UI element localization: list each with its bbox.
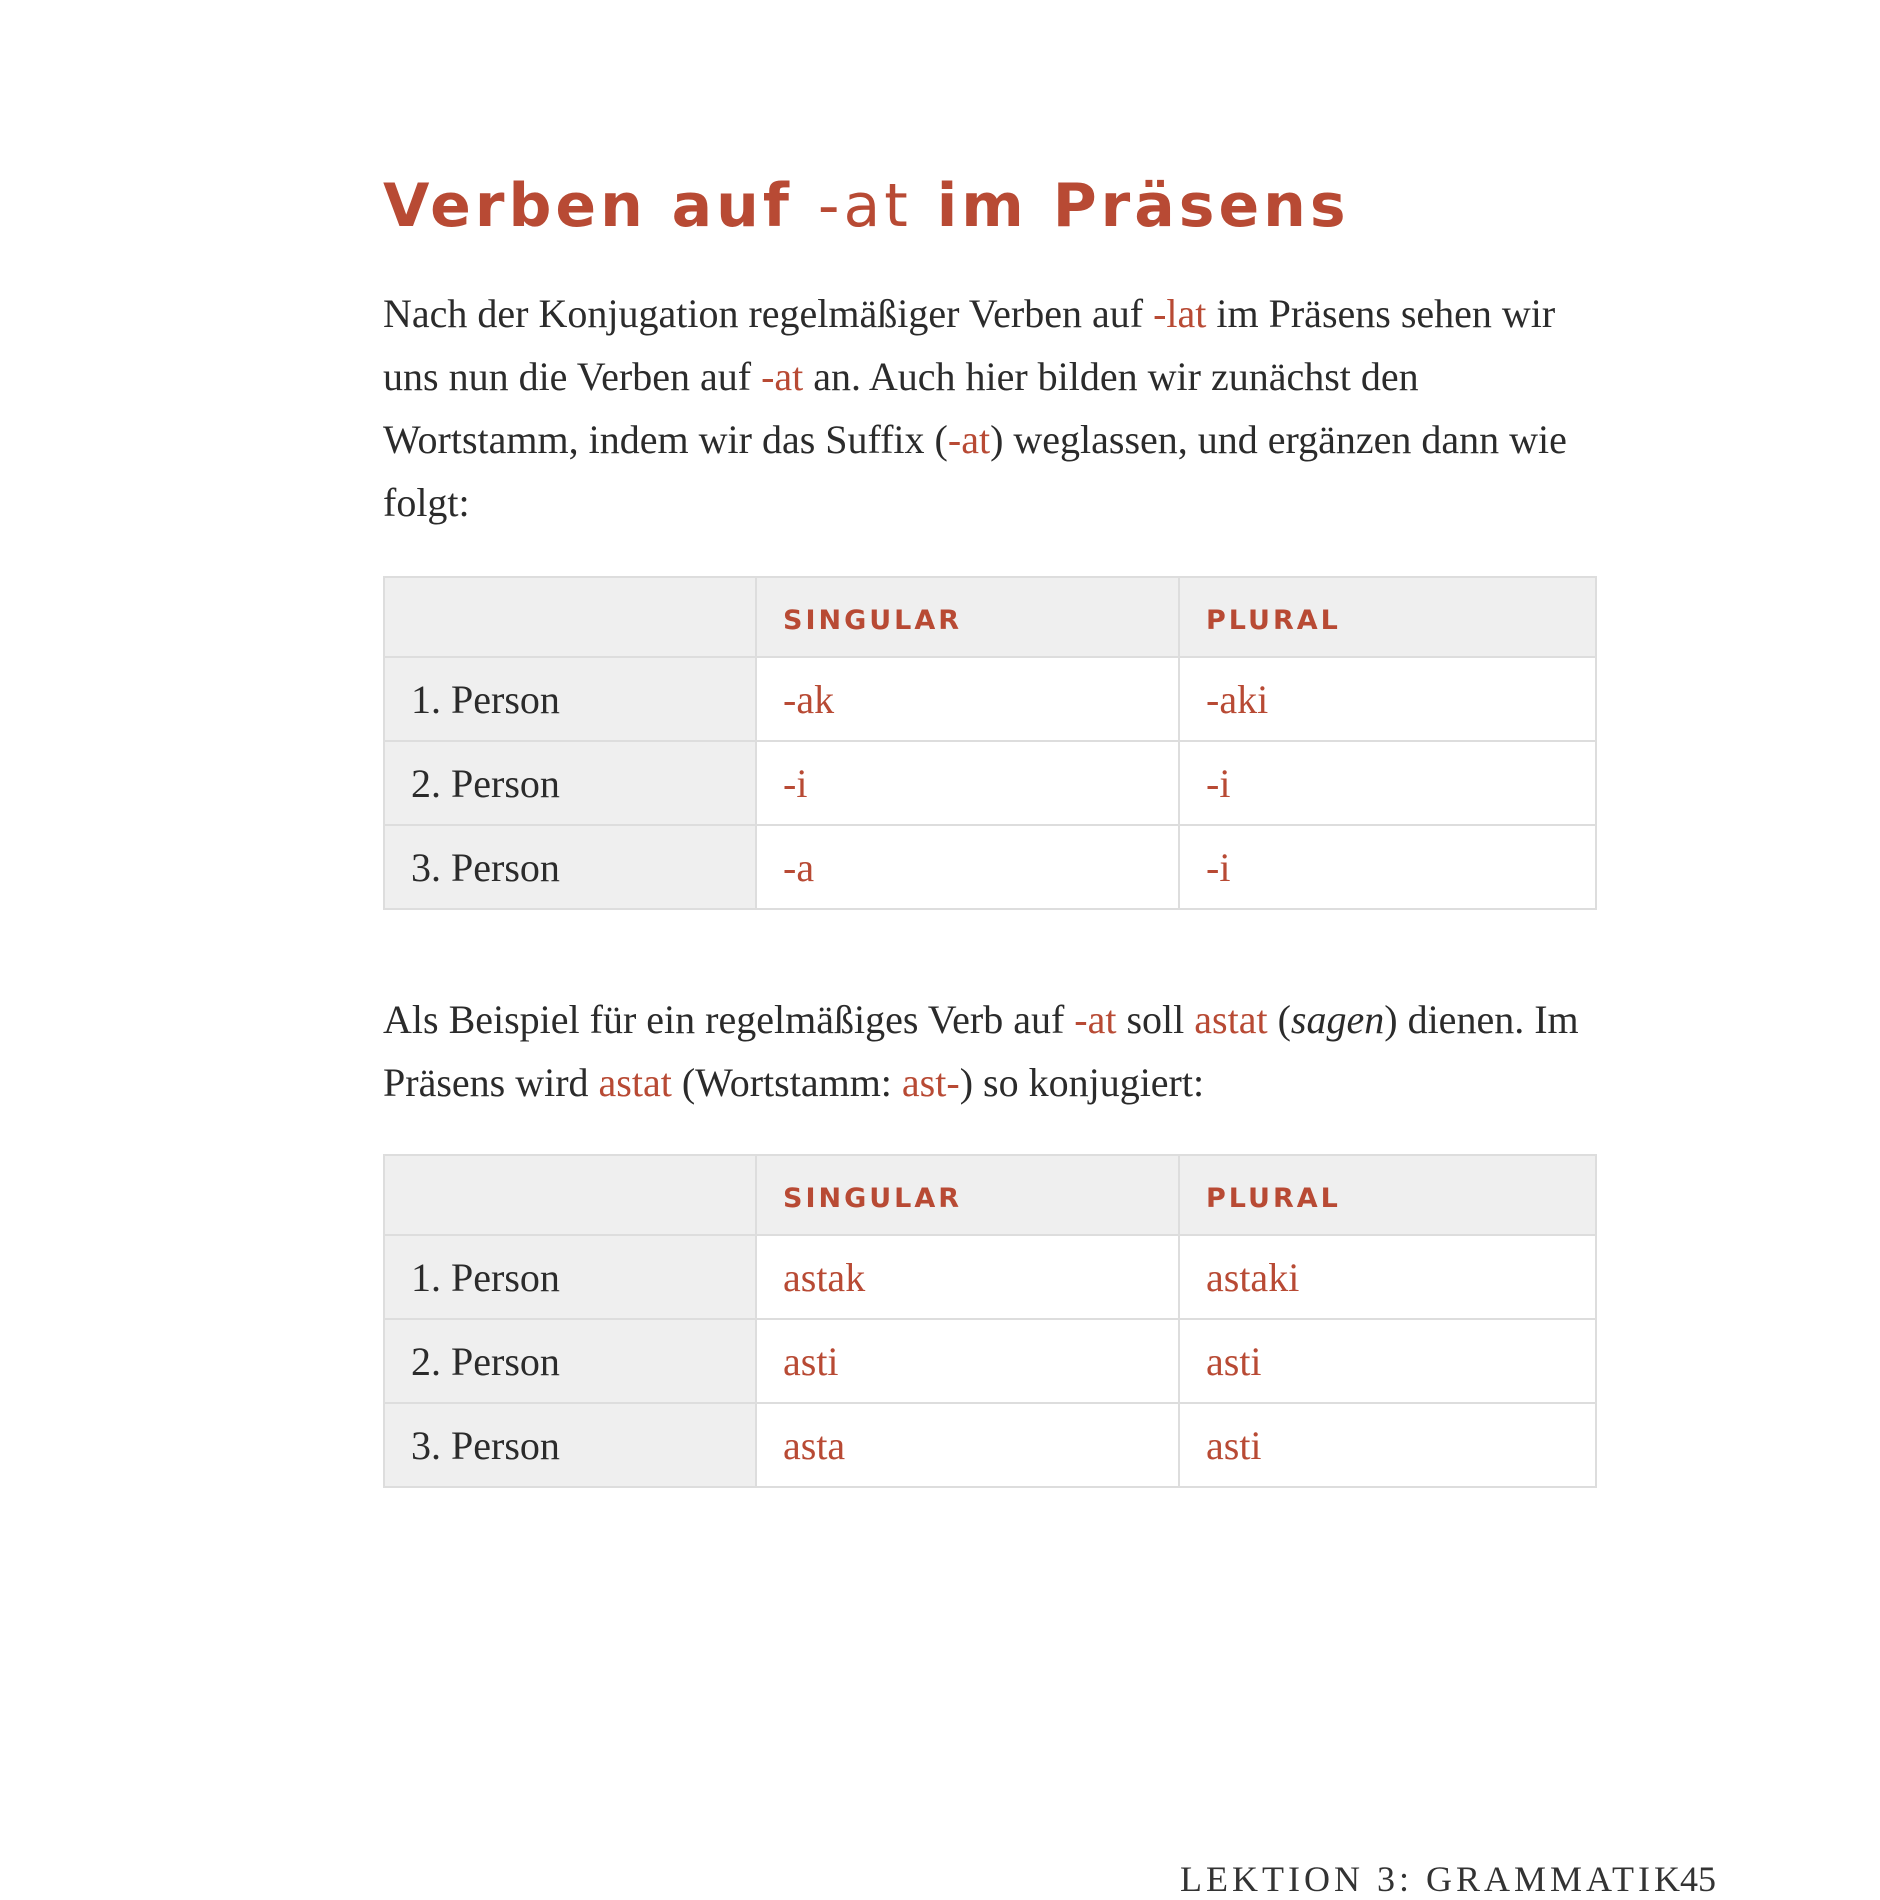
singular-suffix: -i <box>756 741 1179 825</box>
person-label: 1. Person <box>384 657 756 741</box>
header-singular: SINGULAR <box>756 1155 1179 1235</box>
title-part2: im Präsens <box>911 171 1350 241</box>
suffix-table <box>383 576 1597 910</box>
example-text-1: Als Beispiel für ein regelmäßiges Verb auf <box>383 997 1075 1042</box>
verb-conjugation-table <box>383 1154 1597 1488</box>
table-row <box>384 1319 1596 1403</box>
intro-text-2: im Präsens sehen wir uns nun die Verben auf <box>383 291 1556 399</box>
page-number: 45 <box>1680 1859 1716 1899</box>
title-part1: Verben auf <box>383 171 818 241</box>
example-text-3: ( <box>1267 997 1291 1042</box>
table-header-row <box>384 577 1596 657</box>
intro-text-3: an. Auch hier bilden wir zunächst den Wortstamm, indem wir das Suffix ( <box>383 354 1419 462</box>
header-plural: PLURAL <box>1179 1155 1596 1235</box>
header-empty <box>384 1155 756 1235</box>
table-row <box>384 825 1596 909</box>
person-label: 2. Person <box>384 741 756 825</box>
table-row <box>384 1235 1596 1319</box>
table-row <box>384 741 1596 825</box>
example-paragraph <box>383 988 1595 1114</box>
example-verb-astat-2: astat <box>598 1060 672 1105</box>
running-head: LEKTION 3: GRAMMATIK <box>1180 1859 1684 1899</box>
singular-suffix: -ak <box>756 657 1179 741</box>
example-stem: ast- <box>901 1060 960 1105</box>
example-suffix-at: -at <box>1074 997 1117 1042</box>
plural-suffix: -i <box>1179 741 1596 825</box>
example-translation: sagen <box>1290 997 1385 1042</box>
person-label: 3. Person <box>384 825 756 909</box>
intro-suffix-at: -at <box>761 354 804 399</box>
intro-suffix-lat: -lat <box>1153 291 1207 336</box>
title-suffix: -at <box>817 171 912 241</box>
page-title <box>383 170 1595 242</box>
singular-form: asti <box>756 1319 1179 1403</box>
table-header-row <box>384 1155 1596 1235</box>
person-label: 1. Person <box>384 1235 756 1319</box>
plural-form: asti <box>1179 1403 1596 1487</box>
intro-text-1: Nach der Konjugation regelmäßiger Verben auf <box>383 291 1154 336</box>
intro-text-4: ) weglassen, und ergänzen dann wie folgt: <box>383 417 1567 525</box>
header-singular: SINGULAR <box>756 577 1179 657</box>
plural-suffix: -aki <box>1179 657 1596 741</box>
plural-form: asti <box>1179 1319 1596 1403</box>
table-row <box>384 657 1596 741</box>
person-label: 3. Person <box>384 1403 756 1487</box>
singular-suffix: -a <box>756 825 1179 909</box>
header-empty <box>384 577 756 657</box>
header-plural: PLURAL <box>1179 577 1596 657</box>
intro-suffix-at-2: -at <box>947 417 991 462</box>
page-content <box>383 170 1595 1488</box>
plural-suffix: -i <box>1179 825 1596 909</box>
example-text-6: ) so konjugiert: <box>959 1060 1205 1105</box>
table-row <box>384 1403 1596 1487</box>
singular-form: asta <box>756 1403 1179 1487</box>
intro-paragraph <box>383 282 1595 534</box>
plural-form: astaki <box>1179 1235 1596 1319</box>
example-text-2: soll <box>1116 997 1195 1042</box>
example-text-4: ) dienen. Im Präsens wird <box>383 997 1579 1105</box>
person-label: 2. Person <box>384 1319 756 1403</box>
singular-form: astak <box>756 1235 1179 1319</box>
example-text-5: (Wortstamm: <box>671 1060 902 1105</box>
example-verb-astat: astat <box>1194 997 1268 1042</box>
